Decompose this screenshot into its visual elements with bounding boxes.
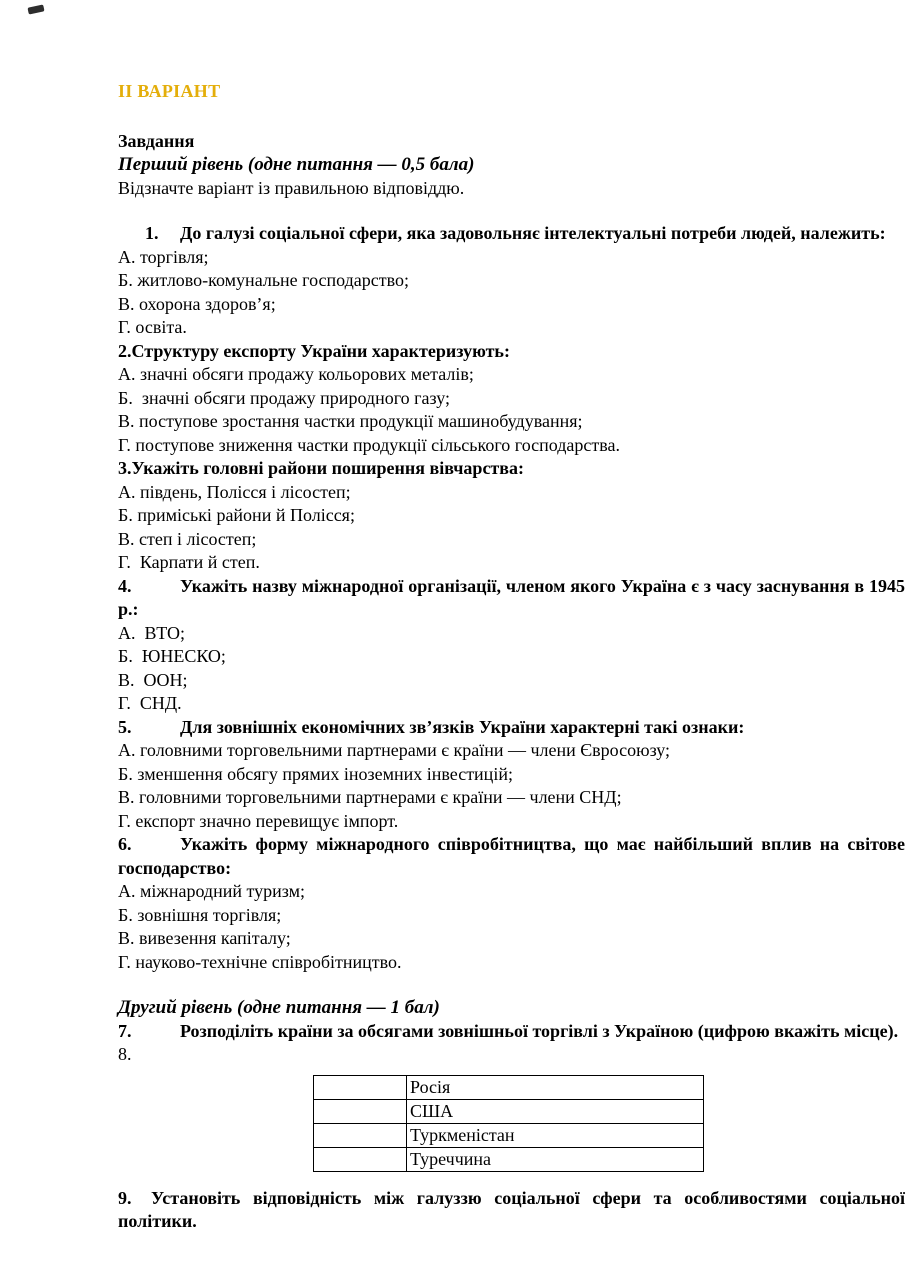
question-2-option-v: В. поступове зростання частки продукції машинобудування;: [118, 411, 583, 431]
question-3-option-b: Б. приміські райони й Полісся;: [118, 505, 355, 525]
question-6-option-a: А. міжнародний туризм;: [118, 881, 305, 901]
question-3-number: 3.: [118, 458, 132, 478]
level1-instruction: Відзначте варіант із правильною відповіддю.: [118, 177, 465, 198]
question-4-title: [118, 575, 905, 622]
question-3-text: Укажіть головні райони поширення вівчарства:: [131, 458, 524, 478]
question-5-title: [118, 716, 905, 740]
question-5-option-g: Г. експорт значно перевищує імпорт.: [118, 810, 399, 831]
question-1-title: [118, 222, 905, 246]
level1-heading: Перший рівень (одне питання — 0,5 бала): [118, 154, 475, 175]
rank-cell: [314, 1075, 407, 1099]
question-4-option-a: А. ВТО;: [118, 622, 186, 643]
question-1-option-v: В. охорона здоров’я;: [118, 293, 276, 314]
country-cell: Туреччина: [407, 1147, 704, 1171]
table-row: [314, 1075, 704, 1099]
question-4-option-b: Б. ЮНЕСКО;: [118, 646, 226, 666]
question-3-title: [118, 457, 905, 481]
question-6-option-v: В. вивезення капіталу;: [118, 928, 291, 948]
question-9-title: [118, 1187, 905, 1234]
table-row: [314, 1147, 704, 1171]
question-1-option-a: А. торгівля;: [118, 246, 209, 267]
scan-artifact-mark: [27, 4, 44, 14]
question-9-number: 9.: [118, 1187, 132, 1208]
question-5-option-a: А. головними торговельними партнерами є країни — члени Євросоюзу;: [118, 740, 671, 760]
table-row: [314, 1123, 704, 1147]
table-row: [314, 1099, 704, 1123]
question-1-number: 1.: [145, 223, 159, 243]
question-6-text: Укажіть форму міжнародного співробітництва, що має найбільший вплив на світове господарство:: [118, 834, 905, 878]
question-7-title: [118, 1020, 905, 1044]
question-2-number: 2.: [118, 340, 132, 361]
question-6-option-g: Г. науково-технічне співробітництво.: [118, 951, 402, 972]
question-9-text: Установіть відповідність між галуззю соціальної сфери та особливостями соціальної політики.: [118, 1187, 905, 1231]
question-5-option-b: Б. зменшення обсягу прямих іноземних інвестицій;: [118, 763, 513, 784]
question-7-number: 7.: [118, 1020, 132, 1041]
country-cell: Росія: [407, 1075, 704, 1099]
countries-table: [313, 1075, 704, 1172]
question-2-option-g: Г. поступове зниження частки продукції сільського господарства.: [118, 434, 621, 455]
question-2-option-b: Б. значні обсяги продажу природного газу;: [118, 387, 451, 408]
question-3-option-v: В. степ і лісостеп;: [118, 528, 257, 549]
question-2-option-a: А. значні обсяги продажу кольорових металів;: [118, 364, 474, 384]
rank-cell: [314, 1099, 407, 1123]
question-7-text: Розподіліть країни за обсягами зовнішньої торгівлі з Україною (цифрою вкажіть місце).: [180, 1020, 899, 1041]
question-1-text: До галузі соціальної сфери, яка задовольняє інтелектуальні потреби людей, належить:: [180, 223, 886, 243]
question-3-option-g: Г. Карпати й степ.: [118, 552, 260, 572]
tasks-label: Завдання: [118, 130, 195, 151]
level2-heading: Другий рівень (одне питання — 1 бал): [118, 997, 440, 1018]
question-4-option-v: В. ООН;: [118, 669, 188, 690]
question-8-label: 8.: [118, 1044, 132, 1064]
question-5-number: 5.: [118, 716, 132, 737]
country-cell: Туркменістан: [407, 1123, 704, 1147]
question-3-option-a: А. південь, Полісся і лісостеп;: [118, 481, 351, 502]
question-5-option-v: В. головними торговельними партнерами є країни — члени СНД;: [118, 787, 622, 807]
country-cell: США: [407, 1099, 704, 1123]
question-2-title: [118, 340, 905, 364]
question-6-number: 6.: [118, 834, 132, 854]
question-4-option-g: Г. СНД.: [118, 693, 182, 713]
rank-cell: [314, 1147, 407, 1171]
question-4-number: 4.: [118, 575, 132, 596]
question-6-option-b: Б. зовнішня торгівля;: [118, 904, 282, 925]
question-6-title: [118, 833, 905, 880]
question-5-text: Для зовнішніх економічних зв’язків України характерні такі ознаки:: [180, 716, 745, 737]
rank-cell: [314, 1123, 407, 1147]
variant-title: ІІ ВАРІАНТ: [118, 81, 221, 101]
question-1-option-g: Г. освіта.: [118, 317, 187, 337]
question-2-text: Структуру експорту України характеризують:: [131, 340, 510, 361]
question-1-option-b: Б. житлово-комунальне господарство;: [118, 270, 410, 290]
question-4-text: Укажіть назву міжнародної організації, членом якого Україна є з часу заснування в 1945 р.:: [118, 575, 905, 619]
